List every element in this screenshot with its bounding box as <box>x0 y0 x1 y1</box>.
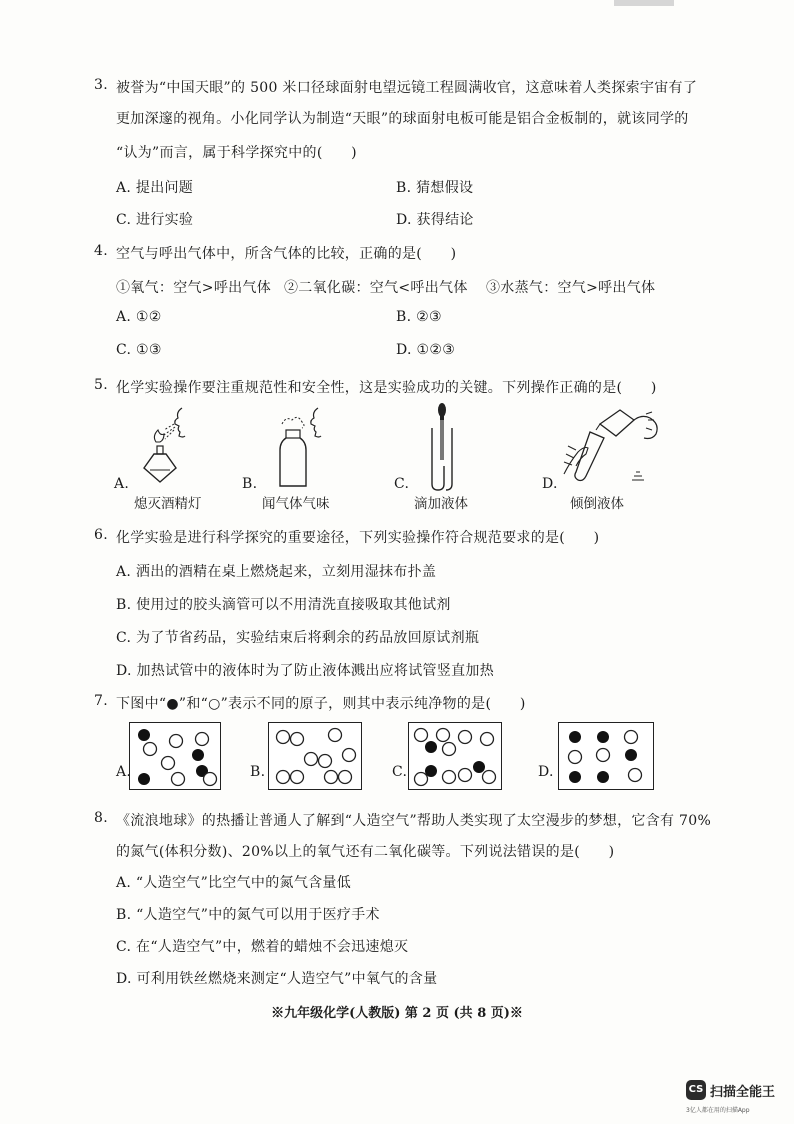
option-d: D. 获得结论 <box>396 212 474 228</box>
option-a: A. “人造空气”比空气中的氮气含量低 <box>116 875 352 891</box>
page-footer: ※九年级化学(人教版) 第 2 页 (共 8 页)※ <box>271 1006 523 1021</box>
question-stem: 化学实验是进行科学探究的重要途径，下列实验操作符合规范要求的是( ) <box>116 530 600 546</box>
caption-a: 熄灭酒精灯 <box>134 496 202 512</box>
question-stem-line: 的氮气(体积分数)、20%以上的氧气还有二氧化碳等。下列说法错误的是( ) <box>116 844 615 860</box>
drop-liquid-figure <box>420 400 460 492</box>
particle-box-d <box>558 722 654 790</box>
figure-label-d: D. <box>542 476 558 492</box>
question-number: 3. <box>94 77 108 93</box>
statement-3: ③水蒸气：空气>呼出气体 <box>486 280 656 296</box>
particle-box-a <box>129 722 221 790</box>
header-mark <box>614 0 674 6</box>
scanner-app-name: 扫描全能王 <box>710 1085 776 1100</box>
option-a: A. ①② <box>116 309 162 325</box>
option-c: C. 在“人造空气”中，燃着的蜡烛不会迅速熄灭 <box>116 939 409 955</box>
question-stem-line: 被誉为“中国天眼”的 500 米口径球面射电望远镜工程圆满收官，这意味着人类探索宇宙有了 <box>116 80 698 96</box>
option-b: B. 使用过的胶头滴管可以不用清洗直接吸取其他试剂 <box>116 597 451 613</box>
question-number: 8. <box>94 810 108 826</box>
statement-1: ①氧气：空气>呼出气体 <box>116 280 272 296</box>
figure-label-b: B. <box>242 476 258 492</box>
figure-label-b: B. <box>250 764 266 780</box>
caption-d: 倾倒液体 <box>570 496 624 512</box>
question-stem: 化学实验操作要注重规范性和安全性，这是实验成功的关键。下列操作正确的是( ) <box>116 380 657 396</box>
question-stem-line: “认为”而言，属于科学探究中的( ) <box>116 145 357 161</box>
question-number: 6. <box>94 527 108 543</box>
pour-liquid-figure <box>560 404 664 490</box>
particle-box-c <box>408 722 502 790</box>
question-number: 5. <box>94 377 108 393</box>
option-b: B. ②③ <box>396 309 442 325</box>
option-b: B. “人造空气”中的氮气可以用于医疗手术 <box>116 907 380 923</box>
particle-box-b <box>268 722 362 790</box>
scanner-tagline: 3亿人都在用的扫描App <box>686 1107 750 1114</box>
option-b: B. 猜想假设 <box>396 180 474 196</box>
question-stem-line: 《流浪地球》的热播让普通人了解到“人造空气”帮助人类实现了太空漫步的梦想，它含有 70% <box>116 813 712 829</box>
statement-2: ②二氧化碳：空气<呼出气体 <box>284 280 468 296</box>
option-c: C. 进行实验 <box>116 212 194 228</box>
caption-c: 滴加液体 <box>414 496 468 512</box>
smell-gas-figure <box>268 402 338 492</box>
question-stem: 下图中“●”和“○”表示不同的原子，则其中表示纯净物的是( ) <box>116 696 526 712</box>
question-stem-line: 更加深邃的视角。小化同学认为制造“天眼”的球面射电板可能是铝合金板制的，就该同学的 <box>116 111 689 127</box>
figure-label-c: C. <box>392 764 408 780</box>
figure-label-d: D. <box>538 764 554 780</box>
figure-label-c: C. <box>394 476 410 492</box>
option-a: A. 洒出的酒精在桌上燃烧起来，立刻用湿抹布扑盖 <box>116 564 437 580</box>
option-a: A. 提出问题 <box>116 180 194 196</box>
figure-label-a: A. <box>114 476 130 492</box>
question-stem: 空气与呼出气体中，所含气体的比较，正确的是( ) <box>116 246 457 262</box>
caption-b: 闻气体气味 <box>262 496 330 512</box>
option-d: D. 加热试管中的液体时为了防止液体溅出应将试管竖直加热 <box>116 663 495 679</box>
option-c: C. 为了节省药品，实验结束后将剩余的药品放回原试剂瓶 <box>116 630 480 646</box>
question-number: 7. <box>94 693 108 709</box>
figure-label-a: A. <box>116 764 132 780</box>
extinguish-alcohol-lamp-figure <box>130 402 200 486</box>
camscanner-logo-icon: CS <box>686 1080 706 1100</box>
option-d: D. ①②③ <box>396 342 456 358</box>
question-number: 4. <box>94 243 108 259</box>
option-c: C. ①③ <box>116 342 162 358</box>
option-d: D. 可利用铁丝燃烧来测定“人造空气”中氧气的含量 <box>116 971 438 987</box>
